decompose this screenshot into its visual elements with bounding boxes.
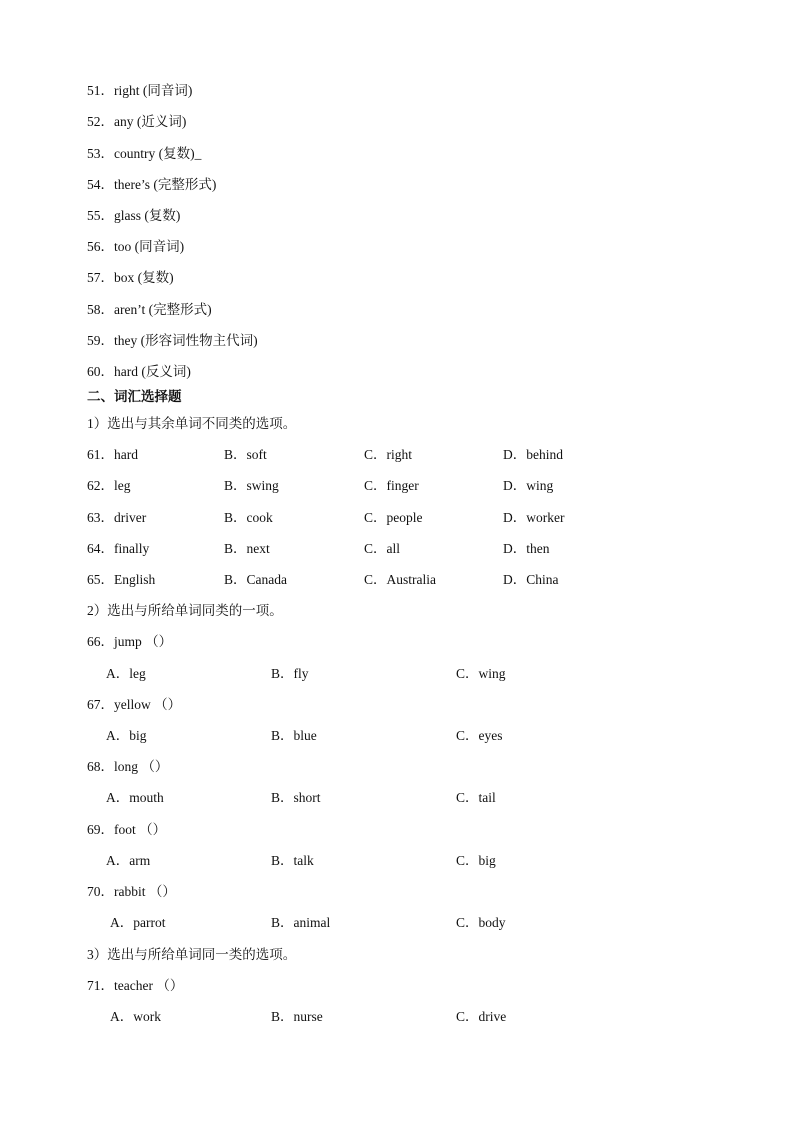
question-53: 53．country (复数)_ xyxy=(87,146,202,161)
option-d: D．then xyxy=(503,541,550,556)
option-a: A．leg xyxy=(106,666,146,681)
question-66: 66．jump （） xyxy=(87,634,173,649)
option-c: C．eyes xyxy=(456,728,503,743)
option-b: B．swing xyxy=(224,478,279,493)
option-c: C．people xyxy=(364,510,423,525)
option-a: 63．driver xyxy=(87,510,147,525)
option-a: A．arm xyxy=(106,853,151,868)
option-a: A．parrot xyxy=(110,915,166,930)
subsection-title-1: 1）选出与其余单词不同类的选项。 xyxy=(87,416,297,431)
option-b: B．animal xyxy=(271,915,331,930)
option-b: B．talk xyxy=(271,853,314,868)
option-a: 62．leg xyxy=(87,478,131,493)
question-71: 71．teacher （） xyxy=(87,978,184,993)
question-57: 57．box (复数) xyxy=(87,270,174,285)
question-row-65 xyxy=(87,570,727,590)
option-d: D．worker xyxy=(503,510,565,525)
question-row-62 xyxy=(87,476,727,496)
question-68: 68．long （） xyxy=(87,759,169,774)
option-c: C．wing xyxy=(456,666,506,681)
option-c: C．right xyxy=(364,447,413,462)
option-b: B．soft xyxy=(224,447,267,462)
subsection-title-3: 3）选出与所给单词同一类的选项。 xyxy=(87,947,297,962)
question-52: 52．any (近义词) xyxy=(87,114,187,129)
option-b: B．nurse xyxy=(271,1009,323,1024)
option-d: D．wing xyxy=(503,478,554,493)
question-row-61 xyxy=(87,445,727,465)
question-59: 59．they (形容词性物主代词) xyxy=(87,333,258,348)
question-row-64 xyxy=(87,539,727,559)
option-c: C．finger xyxy=(364,478,419,493)
question-56: 56．too (同音词) xyxy=(87,239,185,254)
option-a: A．big xyxy=(106,728,147,743)
option-c: C．all xyxy=(364,541,400,556)
question-60: 60．hard (反义词) xyxy=(87,364,191,379)
option-b: B．fly xyxy=(271,666,309,681)
subsection-title-2: 2）选出与所给单词同类的一项。 xyxy=(87,603,283,618)
option-a: A．mouth xyxy=(106,790,164,805)
option-c: C．Australia xyxy=(364,572,436,587)
question-row-63 xyxy=(87,508,727,528)
option-a: 61．hard xyxy=(87,447,138,462)
option-c: C．drive xyxy=(456,1009,507,1024)
option-b: B．cook xyxy=(224,510,273,525)
question-69: 69．foot （） xyxy=(87,822,167,837)
option-c: C．big xyxy=(456,853,496,868)
question-51: 51．right (同音词) xyxy=(87,83,193,98)
option-d: D．behind xyxy=(503,447,563,462)
option-b: B．Canada xyxy=(224,572,287,587)
option-d: D．China xyxy=(503,572,559,587)
option-c: C．tail xyxy=(456,790,496,805)
option-b: B．blue xyxy=(271,728,317,743)
question-67: 67．yellow （） xyxy=(87,697,182,712)
question-70: 70．rabbit （） xyxy=(87,884,176,899)
question-58: 58．aren’t (完整形式) xyxy=(87,302,212,317)
option-a: 65．English xyxy=(87,572,156,587)
question-54: 54．there’s (完整形式) xyxy=(87,177,217,192)
option-b: B．next xyxy=(224,541,270,556)
question-55: 55．glass (复数) xyxy=(87,208,181,223)
option-a: A．work xyxy=(110,1009,161,1024)
section-title: 二、词汇选择题 xyxy=(87,389,182,404)
option-c: C．body xyxy=(456,915,506,930)
option-a: 64．finally xyxy=(87,541,150,556)
option-b: B．short xyxy=(271,790,321,805)
